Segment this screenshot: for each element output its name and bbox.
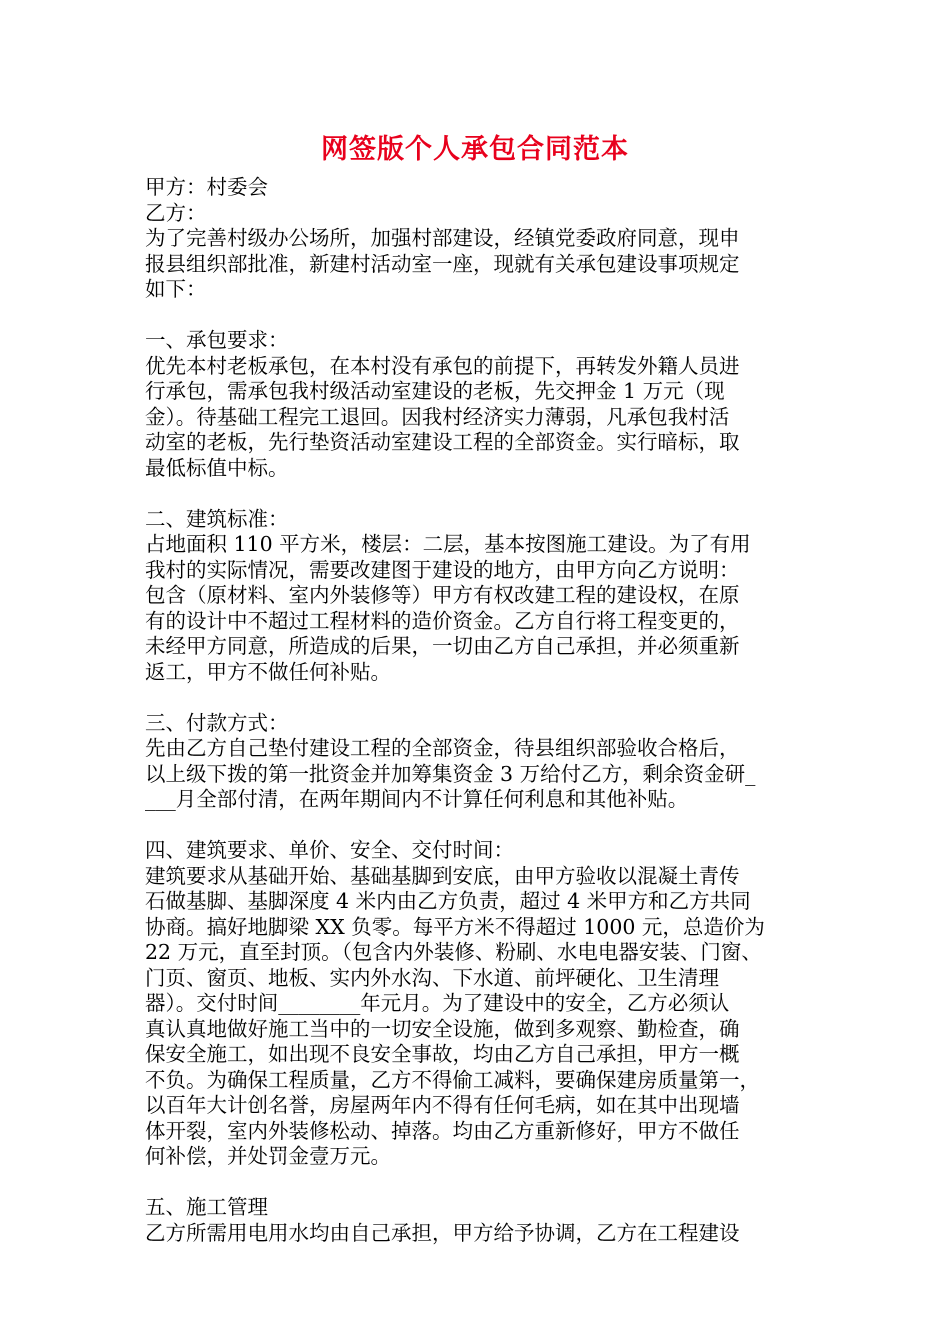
text-line: 器）。交付时间________年元月。为了建设中的安全，乙方必须认 xyxy=(145,991,730,1015)
text-line: 真认真地做好施工当中的一切安全设施，做到多观察、勤检查，确 xyxy=(145,1016,740,1041)
party-a-line: 甲方：村委会 xyxy=(145,175,268,199)
text-line: 协商。搞好地脚梁 XX 负零。每平方米不得超过 1000 元，总造价为 xyxy=(145,914,765,939)
document-body xyxy=(145,175,815,1246)
paragraph-gap xyxy=(145,303,815,329)
section-5 xyxy=(145,1195,815,1246)
text-line: ___月全部付清，在两年期间内不计算任何利息和其他补贴。 xyxy=(145,787,689,811)
text-line: 最低标值中标。 xyxy=(145,455,289,480)
text-line: 建筑要求从基础开始、基础基脚到安底，由甲方验收以混凝土青传 xyxy=(145,863,740,888)
text-line: 未经甲方同意，所造成的后果，一切由乙方自己承担，并必须重新 xyxy=(145,634,740,658)
text-line: 保安全施工，如出现不良安全事故，均由乙方自己承担，甲方一概 xyxy=(145,1042,740,1066)
text-line: 以上级下拨的第一批资金并加筹集资金 3 万给付乙方，剩余资金研_ xyxy=(145,761,756,786)
section-heading: 四、建筑要求、单价、安全、交付时间： xyxy=(145,838,514,862)
section-2 xyxy=(145,507,815,686)
text-line: 22 万元，直至封顶。（包含内外装修、粉刷、水电电器安装、门窗、 xyxy=(145,940,762,964)
section-heading: 二、建筑标准： xyxy=(145,506,289,531)
text-line: 我村的实际情况，需要改建图于建设的地方，由甲方向乙方说明： xyxy=(145,557,740,582)
text-line: 为了完善村级办公场所，加强村部建设，经镇党委政府同意，现申 xyxy=(145,226,740,250)
text-line: 占地面积 110 平方米，楼层：二层，基本按图施工建设。为了有用 xyxy=(145,532,751,556)
party-b-line: 乙方： xyxy=(145,200,207,225)
paragraph-gap xyxy=(145,481,815,507)
text-line: 动室的老板，先行垫资活动室建设工程的全部资金。实行暗标，取 xyxy=(145,430,740,454)
paragraph-gap xyxy=(145,685,815,711)
text-line: 不负。为确保工程质量，乙方不得偷工减料，要确保建房质量第一， xyxy=(145,1067,760,1092)
intro-paragraph xyxy=(145,226,815,303)
text-line: 金）。待基础工程完工退回。因我村经济实力薄弱，凡承包我村活 xyxy=(145,404,730,429)
text-line: 何补偿，并处罚金壹万元。 xyxy=(145,1144,391,1168)
text-line: 乙方所需用电用水均由自己承担，甲方给予协调，乙方在工程建设 xyxy=(145,1220,740,1245)
paragraph-gap xyxy=(145,813,815,839)
section-heading: 一、承包要求： xyxy=(145,328,289,352)
document-title: 网签版个人承包合同范本 xyxy=(321,134,629,165)
section-1 xyxy=(145,328,815,481)
text-line: 如下： xyxy=(145,277,207,301)
text-line: 体开裂，室内外装修松动、掉落。均由乙方重新修好，甲方不做任 xyxy=(145,1118,740,1143)
text-line: 门页、窗页、地板、实内外水沟、下水道、前坪硬化、卫生清理 xyxy=(145,965,719,990)
text-line: 行承包，需承包我村级活动室建设的老板，先交押金 1 万元（现 xyxy=(145,379,725,403)
text-line: 包含（原材料、室内外装修等）甲方有权改建工程的建设权，在原 xyxy=(145,583,740,607)
section-3 xyxy=(145,711,815,813)
text-line: 报县组织部批准，新建村活动室一座，现就有关承包建设事项规定 xyxy=(145,251,740,276)
text-line: 先由乙方自己垫付建设工程的全部资金，待县组织部验收合格后， xyxy=(145,736,740,760)
text-line: 以百年大计创名誉，房屋两年内不得有任何毛病，如在其中出现墙 xyxy=(145,1093,740,1117)
text-line: 优先本村老板承包，在本村没有承包的前提下，再转发外籍人员进 xyxy=(145,353,740,378)
section-heading: 五、施工管理 xyxy=(145,1195,268,1219)
text-line: 石做基脚、基脚深度 4 米内由乙方负责，超过 4 米甲方和乙方共同 xyxy=(145,889,751,913)
text-line: 返工，甲方不做任何补贴。 xyxy=(145,659,391,684)
section-heading: 三、付款方式： xyxy=(145,710,289,735)
text-line: 有的设计中不超过工程材料的造价资金。乙方自行将工程变更的， xyxy=(145,608,740,633)
section-4 xyxy=(145,838,815,1170)
paragraph-gap xyxy=(145,1170,815,1196)
